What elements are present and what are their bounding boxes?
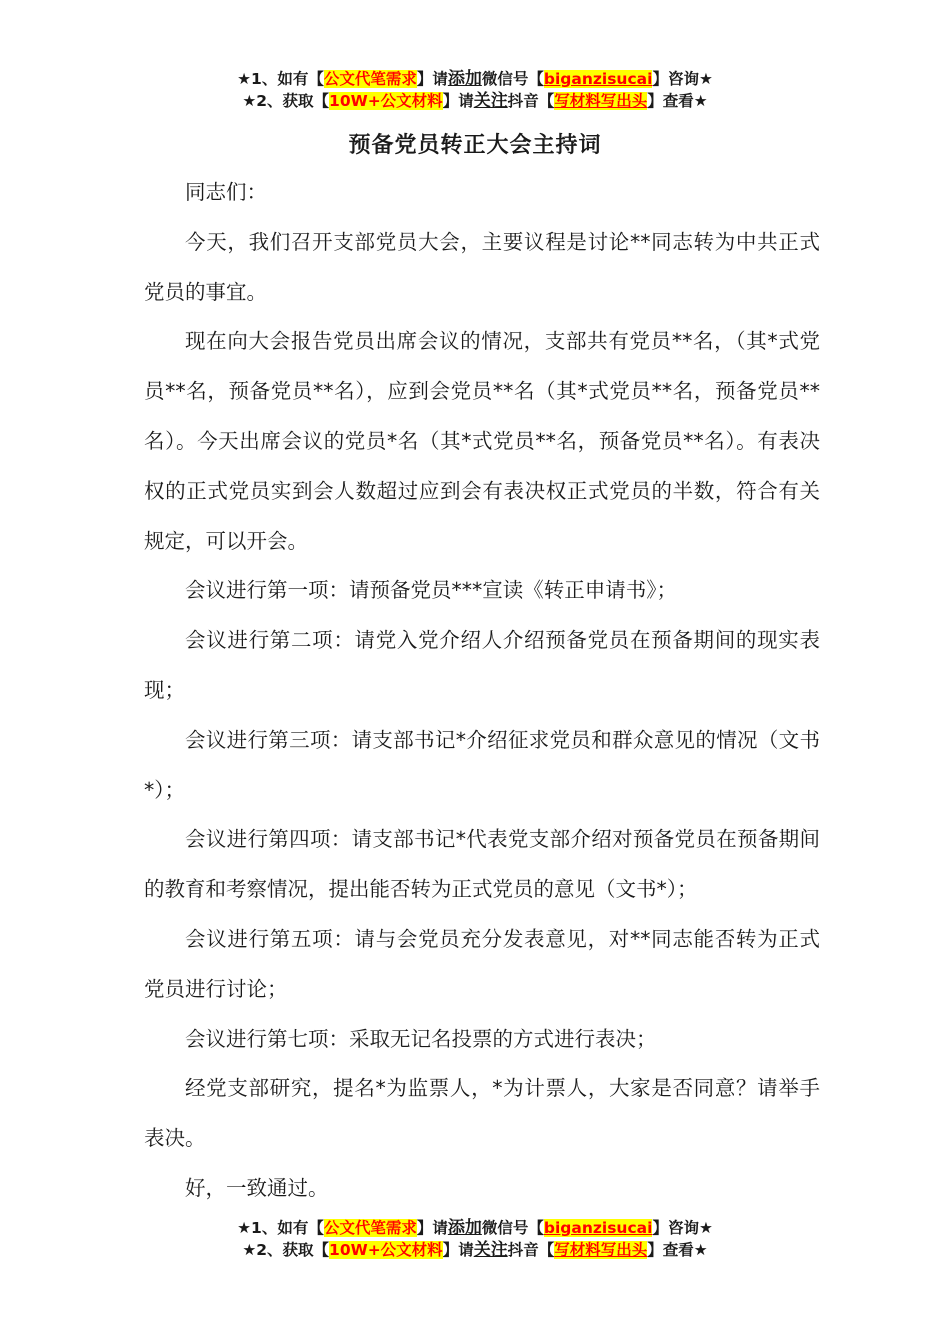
paragraph: 会议进行第五项：请与会党员充分发表意见，对**同志能否转为正式党员进行讨论； — [144, 926, 820, 1001]
document-body — [144, 168, 820, 1214]
star-icon: ★ — [242, 92, 257, 110]
promo-highlight: 10W+公文材料 — [329, 1241, 443, 1259]
promo-text: 抖音【 — [507, 92, 555, 110]
paragraph: 会议进行第四项：请支部书记*代表党支部介绍对预备党员在预备期间的教育和考察情况，提出能否转为正式党员的意见（文书*）； — [144, 827, 820, 902]
promo-highlight: 公文代笔需求 — [323, 1219, 417, 1237]
promo-text: 抖音【 — [507, 1241, 555, 1259]
promo-emphasis: 关注 — [473, 1240, 508, 1260]
promo-text: 】请 — [416, 1219, 448, 1237]
promo-text: 】请 — [442, 92, 474, 110]
document-title: 预备党员转正大会主持词 — [348, 133, 602, 158]
star-icon: ★ — [242, 1241, 257, 1259]
promo-text: 】咨询 — [652, 1219, 699, 1237]
promo-text: 1、如有【 — [251, 70, 324, 88]
paragraph: 会议进行第七项：采取无记名投票的方式进行表决； — [185, 1026, 657, 1051]
star-icon: ★ — [237, 70, 252, 88]
promo-emphasis: 添加 — [447, 69, 482, 89]
promo-text: 】查看 — [647, 1241, 694, 1259]
promo-text: 微信号【 — [481, 1219, 544, 1237]
promo-emphasis: 关注 — [473, 91, 508, 111]
wechat-id: biganzisucai — [543, 70, 653, 88]
promo-text: 】咨询 — [652, 70, 699, 88]
bottom-promo-banner — [0, 1217, 950, 1261]
star-icon: ★ — [237, 1219, 252, 1237]
paragraph: 好，一致通过。 — [185, 1175, 329, 1200]
paragraph: 会议进行第三项：请支部书记*介绍征求党员和群众意见的情况（文书*）； — [144, 727, 820, 802]
promo-text: 2、获取【 — [256, 1241, 330, 1259]
promo-text: 】请 — [416, 70, 448, 88]
star-icon: ★ — [693, 1241, 708, 1259]
paragraph: 同志们： — [185, 180, 267, 204]
top-promo-banner — [0, 68, 950, 112]
promo-line-1 — [0, 68, 950, 90]
promo-text: 1、如有【 — [251, 1219, 324, 1237]
douyin-id: 写材料写出头 — [554, 92, 648, 110]
promo-text: 】请 — [442, 1241, 474, 1259]
star-icon: ★ — [693, 92, 708, 110]
paragraph: 会议进行第二项：请党入党介绍人介绍预备党员在预备期间的现实表现； — [144, 628, 820, 702]
promo-emphasis: 添加 — [447, 1218, 482, 1238]
promo-line-2 — [0, 1239, 950, 1261]
star-icon: ★ — [698, 1219, 713, 1237]
promo-line-1 — [0, 1217, 950, 1239]
promo-highlight: 公文代笔需求 — [323, 70, 417, 88]
douyin-id: 写材料写出头 — [554, 1241, 648, 1259]
promo-highlight: 10W+公文材料 — [329, 92, 443, 110]
paragraph: 经党支部研究，提名*为监票人，*为计票人，大家是否同意？请举手表决。 — [144, 1076, 820, 1151]
promo-line-2 — [0, 90, 950, 112]
star-icon: ★ — [698, 70, 713, 88]
wechat-id: biganzisucai — [543, 1219, 653, 1237]
paragraph: 现在向大会报告党员出席会议的情况，支部共有党员**名，（其*式党员**名，预备党员**名），应到会党员**名（其*式党员**名，预备党员**名）。今天出席会议的党员*名（其*式党员**名，预备党员**名）。有表决权的正式党员实到会人数超过应到会有表决权正式党员的半数，符合有关规定，可以开会。 — [144, 329, 820, 553]
paragraph: 会议进行第一项：请预备党员***宣读《转正申请书》； — [185, 578, 677, 603]
promo-text: 2、获取【 — [256, 92, 330, 110]
promo-text: 微信号【 — [481, 70, 544, 88]
paragraph: 今天，我们召开支部党员大会，主要议程是讨论**同志转为中共正式党员的事宜。 — [144, 229, 820, 304]
promo-text: 】查看 — [647, 92, 694, 110]
